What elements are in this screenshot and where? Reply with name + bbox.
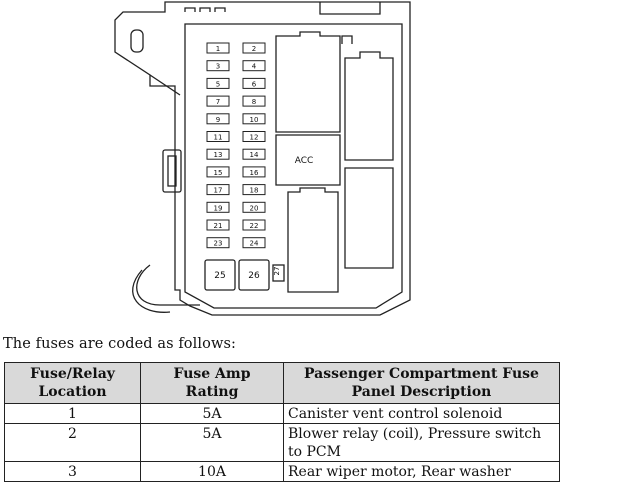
fuse-3-label: 3 <box>215 62 221 71</box>
fuse-4-label: 4 <box>251 62 257 71</box>
cell-rating: 5A <box>141 424 284 462</box>
fuse-17-label: 17 <box>213 186 223 195</box>
cell-rating: 10A <box>141 462 284 482</box>
acc-label: ACC <box>294 156 314 166</box>
fuse-14-label: 14 <box>249 151 259 160</box>
relay-top-middle <box>276 32 340 132</box>
fuse-27-label: 27 <box>273 266 281 276</box>
fuse-2-label: 2 <box>251 45 257 53</box>
cell-description: Rear wiper motor, Rear washer <box>284 462 560 482</box>
cell-description: Blower relay (coil), Pressure switch to PCM <box>284 424 560 462</box>
table-row <box>5 462 560 482</box>
fuse-15-label: 15 <box>213 168 223 177</box>
relay-top-right <box>345 52 393 160</box>
fuse-20-label: 20 <box>249 204 259 213</box>
table-row <box>5 424 560 462</box>
fuse-7-label: 7 <box>215 98 221 107</box>
fuse-22-label: 22 <box>249 222 259 230</box>
mounting-hole <box>131 30 143 52</box>
fuse-13-label: 13 <box>213 151 223 160</box>
cell-location: 3 <box>5 462 141 482</box>
fuse-table <box>4 362 560 482</box>
fuse-25-label: 25 <box>214 271 226 281</box>
fuse-18-label: 18 <box>249 186 259 195</box>
table-header-row <box>5 363 560 404</box>
cell-location: 1 <box>5 404 141 424</box>
header-location: Fuse/Relay Location <box>5 363 141 404</box>
fuse-grid <box>207 43 265 248</box>
relay-bottom-right <box>345 168 393 268</box>
cell-rating: 5A <box>141 404 284 424</box>
fuse-5-label: 5 <box>215 80 221 89</box>
fuse-6-label: 6 <box>251 80 257 89</box>
fuse-8-label: 8 <box>251 98 257 107</box>
fuse-9-label: 9 <box>215 115 221 124</box>
cell-description: Canister vent control solenoid <box>284 404 560 424</box>
fuse-11-label: 11 <box>213 133 223 142</box>
fuse-23-label: 23 <box>213 239 223 248</box>
relay-bottom-middle <box>288 188 338 292</box>
fuse-16-label: 16 <box>249 168 259 177</box>
fuse-24-label: 24 <box>249 239 259 248</box>
fuse-10-label: 10 <box>249 115 259 124</box>
cell-location: 2 <box>5 424 141 462</box>
intro-text: The fuses are coded as follows: <box>3 336 236 352</box>
header-rating: Fuse Amp Rating <box>141 363 284 404</box>
fuse-12-label: 12 <box>249 133 259 142</box>
fuse-26-label: 26 <box>248 271 260 281</box>
fuse-21-label: 21 <box>213 222 223 230</box>
fuse-1-label: 1 <box>215 45 221 53</box>
table-row <box>5 404 560 424</box>
bottom-hook <box>137 265 200 305</box>
fuse-19-label: 19 <box>213 204 223 213</box>
header-description: Passenger Compartment Fuse Panel Description <box>284 363 560 404</box>
